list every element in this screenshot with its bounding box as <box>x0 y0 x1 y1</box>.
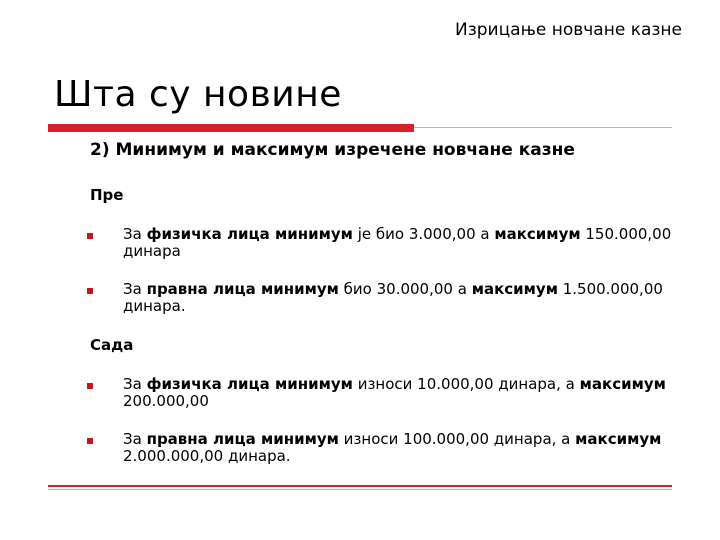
header-title: Изрицање новчане казне <box>455 20 682 40</box>
bullet-icon <box>87 383 93 389</box>
list-item: За правна лица минимум био 30.000,00 а максимум 1.500.000,00 динара. <box>123 280 663 315</box>
title-rule <box>414 127 672 128</box>
slide-subtitle: 2) Минимум и максимум изречене новчане казне <box>90 140 575 160</box>
list-item: За физичка лица минимум износи 10.000,00 динара, а максимум 200.000,00 <box>123 375 666 410</box>
bullet-icon <box>87 288 93 294</box>
title-accent-bar <box>48 124 414 132</box>
list-item: За правна лица минимум износи 100.000,00 динара, а максимум 2.000.000,00 динара. <box>123 430 662 465</box>
slide-title: Шта су новине <box>54 74 342 115</box>
footer-accent-rule <box>48 485 672 487</box>
bullet-icon <box>87 438 93 444</box>
section-label-now: Сада <box>90 336 134 354</box>
list-item: За физичка лица минимум је био 3.000,00 а максимум 150.000,00 динара <box>123 225 672 260</box>
footer-rule <box>48 489 672 490</box>
bullet-icon <box>87 233 93 239</box>
section-label-before: Пре <box>90 186 124 204</box>
